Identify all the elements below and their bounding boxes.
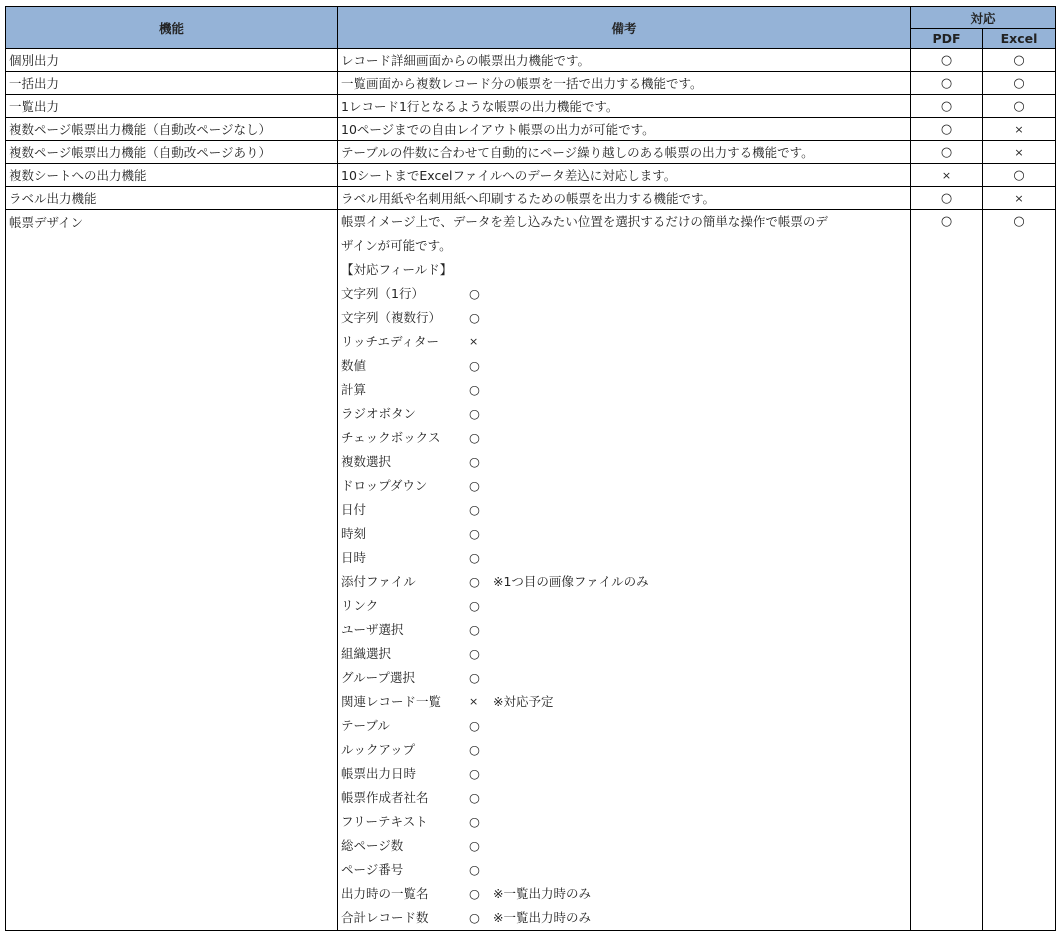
excel-support-cell: ○ [983,164,1056,187]
field-support-mark: ○ [469,454,480,469]
remark-cell: 一覧画面から複数レコード分の帳票を一括で出力する機能です。 [338,72,911,95]
field-name: ルックアップ [341,742,416,757]
field-support-mark: ○ [469,862,480,877]
pdf-support-cell: ○ [911,72,983,95]
remark-cell: テーブルの件数に合わせて自動的にページ繰り越しのある帳票の出力する機能です。 [338,141,911,164]
field-row [341,810,910,834]
field-row [341,834,910,858]
feature-cell: 個別出力 [6,49,338,72]
field-support-mark: ○ [469,598,480,613]
field-support-mark: ○ [469,310,480,325]
field-row [341,666,910,690]
field-name: 添付ファイル [341,574,416,589]
field-row [341,330,910,354]
excel-support-cell: × [983,141,1056,164]
field-name: ドロップダウン [341,478,428,493]
excel-support-cell: ○ [983,72,1056,95]
field-support-mark: ○ [469,838,480,853]
field-row [341,474,910,498]
field-name: リンク [341,598,379,613]
remark-cell: レコード詳細画面からの帳票出力機能です。 [338,49,911,72]
remark-cell: 10ページまでの自由レイアウト帳票の出力が可能です。 [338,118,911,141]
field-support-mark: ○ [469,670,480,685]
design-remark-cell [338,210,911,931]
header-pdf: PDF [911,29,983,49]
table-row [6,95,1056,118]
field-note: ※対応予定 [493,694,554,709]
supported-field-list [341,282,910,930]
field-support-mark: ○ [469,718,480,733]
field-name: 文字列（複数行） [341,310,442,325]
feature-support-table [5,6,1056,931]
field-support-mark: ○ [469,790,480,805]
field-support-mark: ○ [469,766,480,781]
field-name: 合計レコード数 [341,910,429,925]
field-row [341,858,910,882]
field-note: ※一覧出力時のみ [493,886,591,901]
field-row [341,762,910,786]
remark-cell: 1レコード1行となるような帳票の出力機能です。 [338,95,911,118]
field-name: ページ番号 [341,862,404,877]
pdf-support-cell: ○ [911,210,983,931]
field-name: 関連レコード一覧 [341,694,442,709]
field-support-mark: ○ [469,406,480,421]
field-row [341,882,910,906]
feature-cell: 複数ページ帳票出力機能（自動改ページなし） [6,118,338,141]
table-row [6,141,1056,164]
field-support-mark: ○ [469,430,480,445]
excel-support-cell: ○ [983,95,1056,118]
header-remarks: 備考 [338,7,911,49]
field-name: 計算 [341,382,367,397]
field-note: ※一覧出力時のみ [493,910,591,925]
field-row [341,906,910,930]
excel-support-cell: ○ [983,210,1056,931]
feature-cell: 一覧出力 [6,95,338,118]
field-support-mark: ○ [469,646,480,661]
table-row [6,118,1056,141]
feature-cell: 複数ページ帳票出力機能（自動改ページあり） [6,141,338,164]
field-row [341,306,910,330]
remark-cell: 10シートまでExcelファイルへのデータ差込に対応します。 [338,164,911,187]
field-name: フリーテキスト [341,814,428,829]
feature-cell: 帳票デザイン [6,210,338,931]
field-name: ラジオボタン [341,406,417,421]
field-row [341,714,910,738]
pdf-support-cell: × [911,164,983,187]
field-support-mark: ○ [469,550,480,565]
field-support-mark: ○ [469,502,480,517]
field-name: チェックボックス [341,430,441,445]
table-row [6,164,1056,187]
field-row [341,354,910,378]
pdf-support-cell: ○ [911,49,983,72]
field-support-mark: × [469,695,479,708]
field-row [341,570,910,594]
field-support-mark: ○ [469,886,480,901]
pdf-support-cell: ○ [911,118,983,141]
field-row [341,738,910,762]
field-name: ユーザ選択 [341,622,404,637]
field-name: 総ページ数 [341,838,404,853]
field-row [341,282,910,306]
field-name: 時刻 [341,526,367,541]
field-note: ※1つ目の画像ファイルのみ [493,574,649,589]
field-support-mark: ○ [469,574,480,589]
supported-fields-heading: 【対応フィールド】 [341,262,453,277]
field-support-mark: × [469,335,479,348]
excel-support-cell: × [983,187,1056,210]
field-row [341,402,910,426]
field-row [341,546,910,570]
header-support: 対応 [911,7,1056,29]
field-support-mark: ○ [469,526,480,541]
field-name: 数値 [341,358,367,373]
field-row [341,450,910,474]
remark-cell: ラベル用紙や名刺用紙へ印刷するための帳票を出力する機能です。 [338,187,911,210]
field-name: 帳票作成者社名 [341,790,429,805]
feature-cell: 一括出力 [6,72,338,95]
excel-support-cell: × [983,118,1056,141]
field-name: グループ選択 [341,670,416,685]
field-support-mark: ○ [469,814,480,829]
field-name: 出力時の一覧名 [341,886,429,901]
header-excel: Excel [983,29,1056,49]
design-row [6,210,1056,931]
field-row [341,642,910,666]
field-support-mark: ○ [469,286,480,301]
excel-support-cell: ○ [983,49,1056,72]
field-row [341,522,910,546]
table-row [6,187,1056,210]
feature-cell: 複数シートへの出力機能 [6,164,338,187]
field-row [341,498,910,522]
field-name: リッチエディター [341,334,440,349]
field-row [341,690,910,714]
field-support-mark: ○ [469,742,480,757]
field-support-mark: ○ [469,382,480,397]
field-row [341,594,910,618]
design-remark-line: ザインが可能です。 [341,238,452,253]
field-support-mark: ○ [469,478,480,493]
pdf-support-cell: ○ [911,187,983,210]
pdf-support-cell: ○ [911,141,983,164]
field-support-mark: ○ [469,910,480,925]
feature-cell: ラベル出力機能 [6,187,338,210]
pdf-support-cell: ○ [911,95,983,118]
design-remark-line: 帳票イメージ上で、データを差し込みたい位置を選択するだけの簡単な操作で帳票のデ [341,214,828,229]
field-name: 複数選択 [341,454,392,469]
field-row [341,618,910,642]
field-support-mark: ○ [469,622,480,637]
field-row [341,426,910,450]
table-row [6,72,1056,95]
field-name: 文字列（1行） [341,286,424,301]
field-support-mark: ○ [469,358,480,373]
field-row [341,786,910,810]
field-name: 日時 [341,550,367,565]
field-name: テーブル [341,718,390,733]
field-row [341,378,910,402]
header-feature: 機能 [6,7,338,49]
field-name: 組織選択 [341,646,392,661]
field-name: 帳票出力日時 [341,766,417,781]
table-row [6,49,1056,72]
field-name: 日付 [341,502,367,517]
